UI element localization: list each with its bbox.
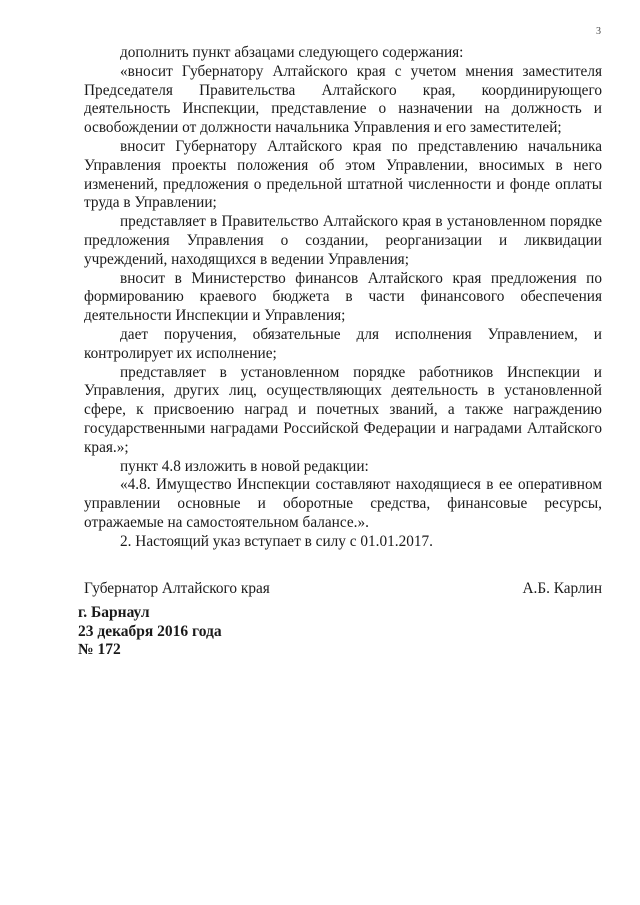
signatory-name: А.Б. Карлин bbox=[522, 580, 602, 597]
issue-place: г. Барнаул bbox=[78, 604, 150, 621]
signature-block bbox=[84, 580, 602, 600]
paragraph-6: дает поручения, обязательные для исполнения Управлением, и контролирует их исполнение; bbox=[84, 325, 602, 362]
paragraph-7: представляет в установленном порядке работников Инспекции и Управления, других лиц, осуществляющих деятельность в установленной сфере, к присвоению наград и почетных званий, а также награждению государственными наградами Российской Федерации и наградами Алтайского края.»; bbox=[84, 363, 602, 456]
paragraph-3: вносит Губернатору Алтайского края по представлению начальника Управления проекты положения об этом Управлении, вносимых в него изменений, предложения о предельной штатной численности и фонде оплаты труда в Управлении; bbox=[84, 137, 602, 212]
paragraph-8: пункт 4.8 изложить в новой редакции: bbox=[120, 457, 369, 475]
page-number: 3 bbox=[596, 26, 601, 37]
signatory-position: Губернатор Алтайского края bbox=[84, 580, 270, 597]
issue-date: 23 декабря 2016 года bbox=[78, 622, 222, 640]
paragraph-1: дополнить пункт абзацами следующего содержания: bbox=[120, 44, 464, 61]
paragraph-5: вносит в Министерство финансов Алтайского края предложения по формированию краевого бюджета в части финансового обеспечения деятельности Инспекции и Управления; bbox=[84, 269, 602, 325]
paragraph-4: представляет в Правительство Алтайского края в установленном порядке предложения Управления о создании, реорганизации и ликвидации учреждений, находящихся в ведении Управления; bbox=[84, 213, 602, 268]
paragraph-2: «вносит Губернатору Алтайского края с учетом мнения заместителя Председателя Правительства Алтайского края, координирующего деятельность Инспекции, представление о назначении на должность и освобождении от должности начальника Управления и его заместителей; bbox=[84, 62, 602, 137]
issue-details bbox=[78, 604, 222, 660]
paragraph-9: «4.8. Имущество Инспекции составляют находящиеся в ее оперативном управлении основные и оборотные средства, финансовые ресурсы, отражаемые на самостоятельном балансе.». bbox=[84, 476, 602, 531]
paragraph-10: 2. Настоящий указ вступает в силу с 01.01.2017. bbox=[120, 532, 434, 550]
document-body bbox=[84, 44, 602, 552]
issue-number: № 172 bbox=[78, 641, 121, 658]
